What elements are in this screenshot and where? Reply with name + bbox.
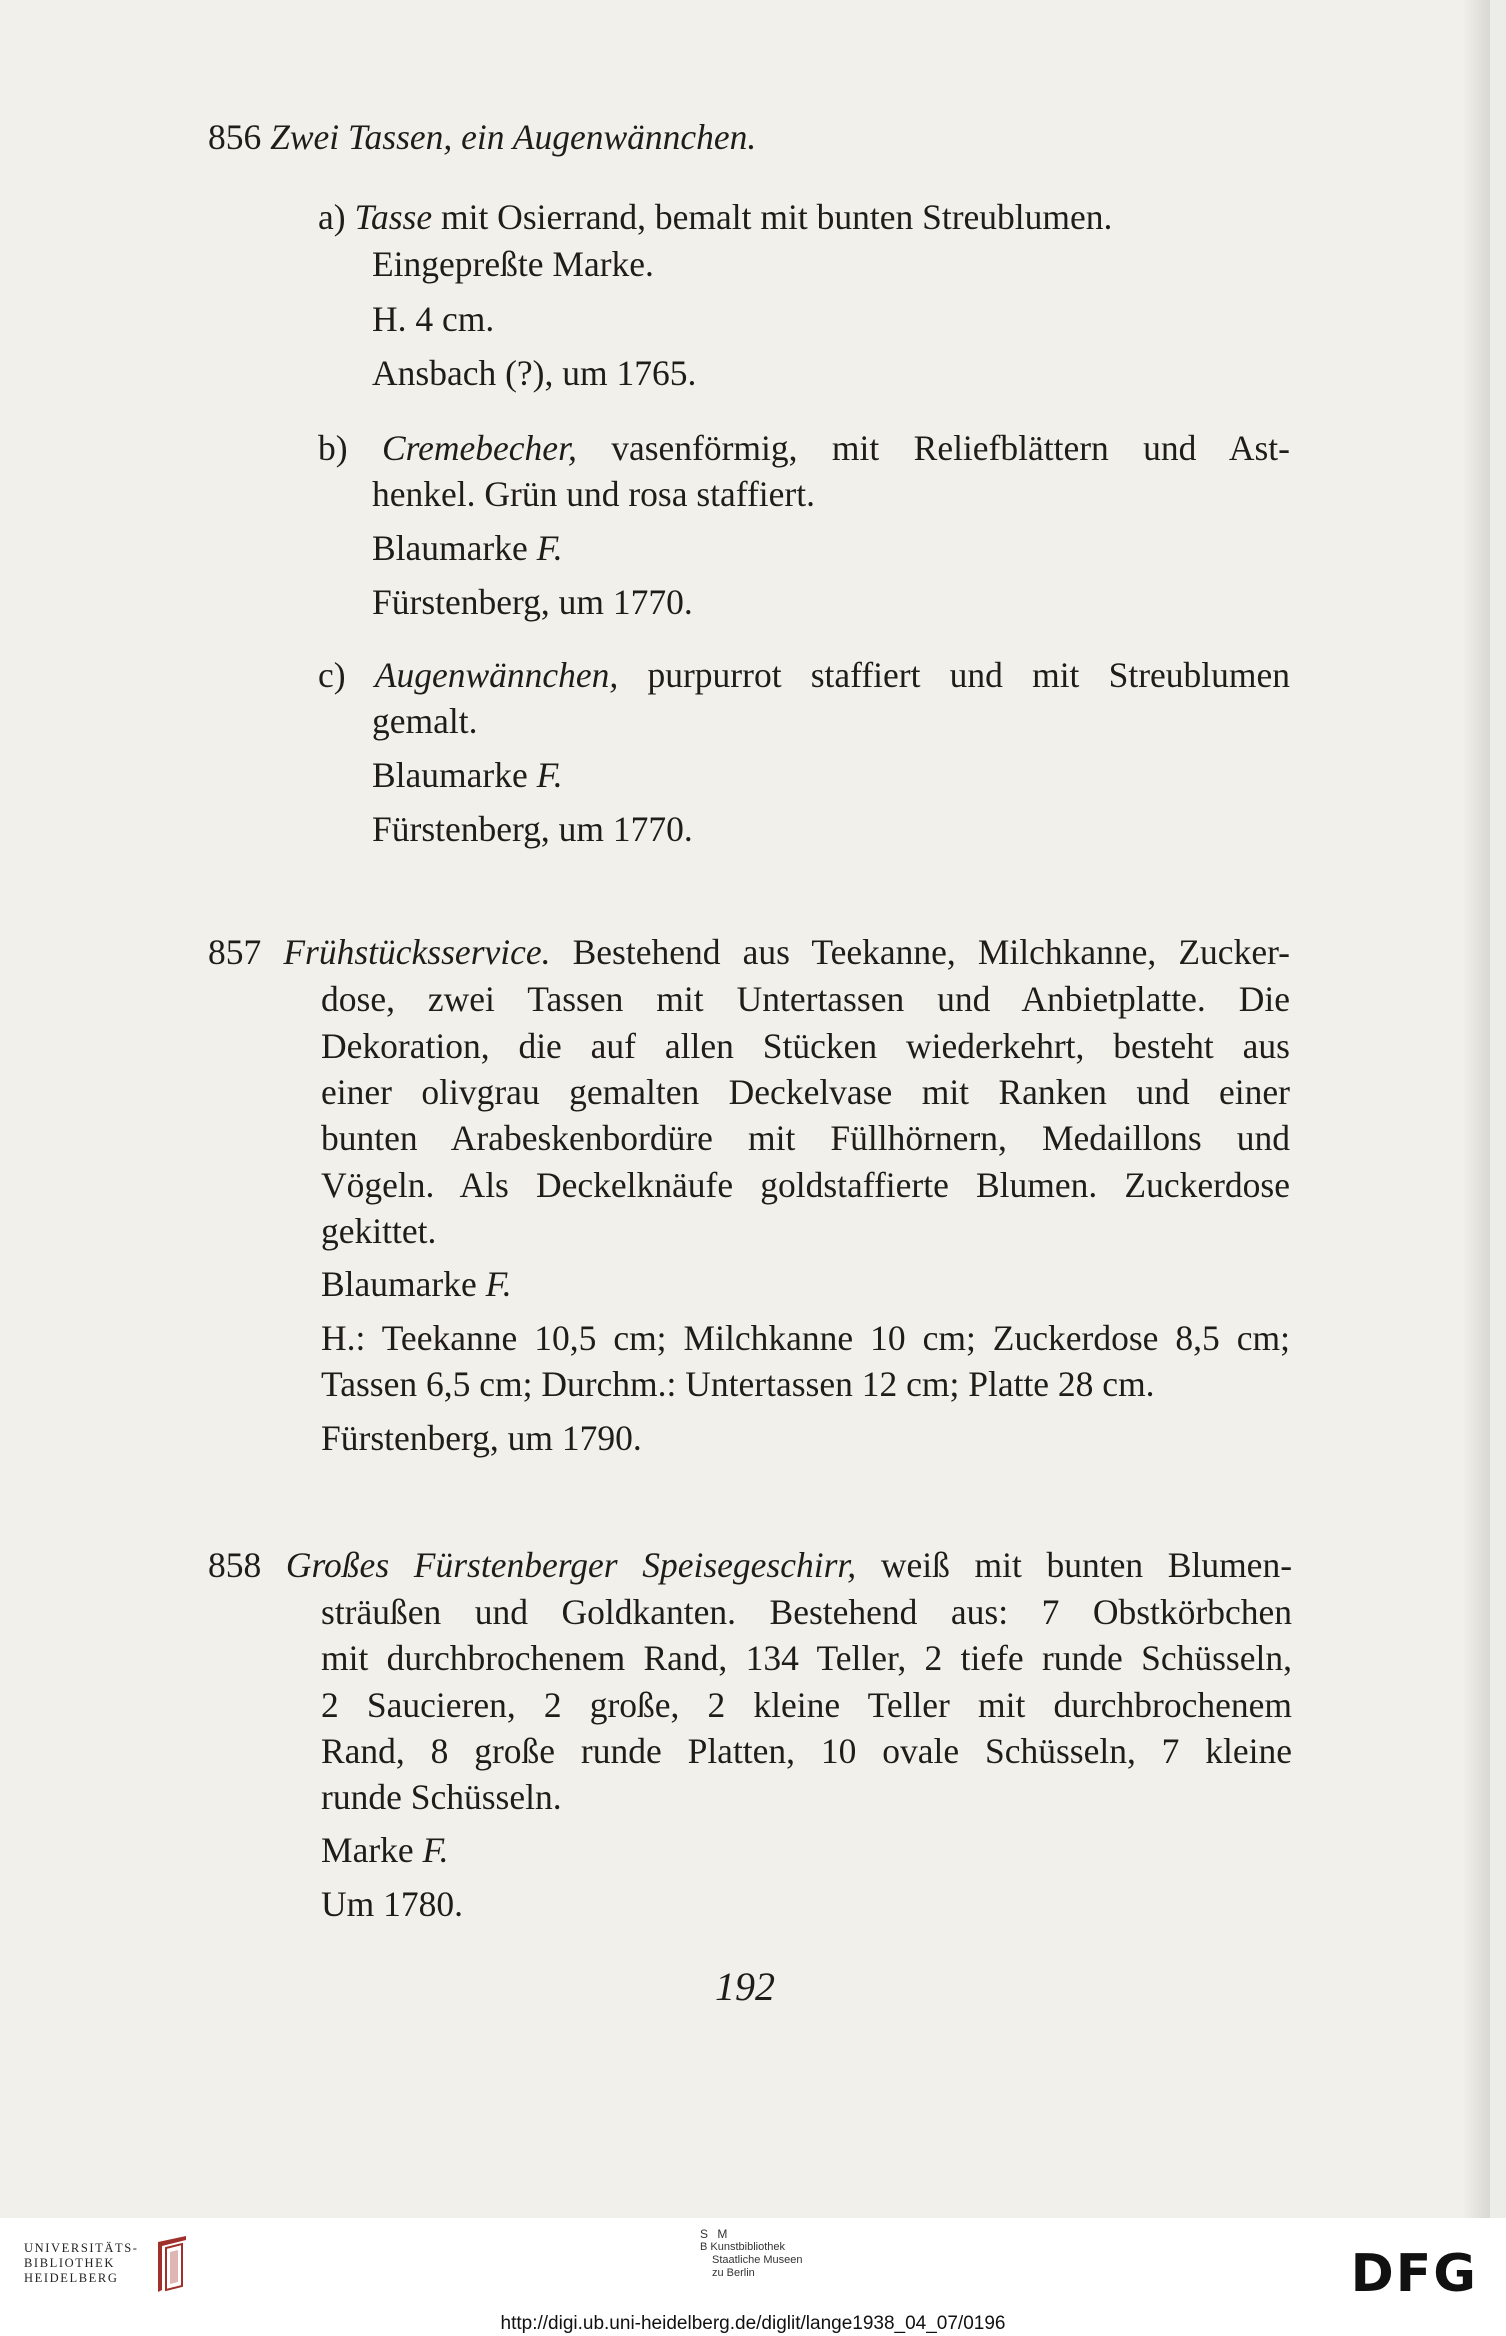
item-c-mark	[372, 755, 563, 795]
footer-bar	[0, 2218, 1506, 2336]
item-letter: a)	[318, 197, 346, 237]
entry-858-line: Rand, 8 große runde Platten, 10 ovale Schüsseln, 7 kleine	[321, 1731, 1292, 1771]
entry-857-line: bunten Arabeskenbordüre mit Füllhörnern, Medaillons und	[321, 1118, 1290, 1158]
entry-858-line: mit durchbrochenem Rand, 134 Teller, 2 tiefe runde Schüsseln,	[321, 1638, 1292, 1678]
museum-text: B Kunstbibliothek	[700, 2241, 785, 2253]
museum-logo[interactable]	[700, 2228, 860, 2324]
item-c-first-line	[318, 655, 1290, 695]
entry-857-measure: Tassen 6,5 cm; Durchm.: Untertassen 12 cm; Platte 28 cm.	[321, 1364, 1155, 1404]
mark-text: Blaumarke	[372, 755, 537, 795]
entry-858-mark	[321, 1830, 449, 1870]
entry-858-line: sträußen und Goldkanten. Bestehend aus: 7 Obstkörbchen	[321, 1592, 1292, 1632]
mark-text: Marke	[321, 1830, 423, 1870]
item-letter: c)	[318, 655, 346, 695]
entry-number: 856	[208, 117, 262, 157]
dfg-logo-text: DFG	[1350, 2244, 1478, 2304]
entry-857-mark	[321, 1264, 512, 1304]
source-url-link[interactable]: http://digi.ub.uni-heidelberg.de/diglit/lange1938_04_07/0196	[500, 2313, 1006, 2334]
entry-858-first-line	[208, 1545, 1292, 1585]
item-title: Augenwännchen,	[374, 655, 619, 695]
logo-text: HEIDELBERG	[24, 2271, 119, 2285]
entry-number: 857	[208, 932, 262, 972]
item-description: vasenförmig, mit Reliefblättern und Ast-	[576, 428, 1290, 468]
mark-letter: F.	[422, 1830, 449, 1870]
item-c-origin: Fürstenberg, um 1770.	[372, 809, 693, 849]
item-b-line: henkel. Grün und rosa staffiert.	[372, 474, 815, 514]
museum-monogram: S M	[700, 2227, 731, 2241]
logo-text: UNIVERSITÄTS-	[24, 2241, 139, 2255]
entry-description: weiß mit bunten Blumen-	[856, 1545, 1293, 1585]
entry-858-origin: Um 1780.	[321, 1884, 463, 1924]
entry-857-first-line	[208, 932, 1290, 972]
university-library-logo[interactable]	[24, 2232, 194, 2304]
item-description: mit Osierrand, bemalt mit bunten Streublumen.	[432, 197, 1113, 237]
entry-description: Bestehend aus Teekanne, Milchkanne, Zucker-	[550, 932, 1291, 972]
item-title: Tasse	[354, 197, 433, 237]
item-a-line: Eingepreßte Marke.	[372, 244, 654, 284]
mark-text: Blaumarke	[372, 528, 537, 568]
entry-title: Zwei Tassen, ein Augenwännchen.	[270, 117, 757, 157]
museum-text: Staatliche Museen	[712, 2254, 803, 2266]
entry-857-line: dose, zwei Tassen mit Untertassen und Anbietplatte. Die	[321, 979, 1290, 1019]
heidelberg-emblem-icon	[152, 2234, 192, 2296]
entry-number: 858	[208, 1545, 262, 1585]
entry-857-line: Vögeln. Als Deckelknäufe goldstaffierte Blumen. Zuckerdose	[321, 1165, 1290, 1205]
mark-text: Blaumarke	[321, 1264, 486, 1304]
mark-letter: F.	[536, 755, 563, 795]
item-title: Cremebecher,	[381, 428, 577, 468]
item-b-first-line	[318, 428, 1290, 468]
entry-858-line: runde Schüsseln.	[321, 1777, 562, 1817]
item-b-mark	[372, 528, 563, 568]
dfg-logo[interactable]	[1351, 2244, 1478, 2304]
entry-857-line: einer olivgrau gemalten Deckelvase mit Ranken und einer	[321, 1072, 1290, 1112]
item-a-first-line	[318, 197, 1112, 237]
entry-title: Frühstücksservice.	[283, 932, 551, 972]
entry-title: Großes Fürstenberger Speisegeschirr,	[285, 1545, 857, 1585]
mark-letter: F.	[485, 1264, 512, 1304]
entry-857-line: gekittet.	[321, 1211, 437, 1251]
logo-text: BIBLIOTHEK	[24, 2256, 115, 2270]
entry-857-origin: Fürstenberg, um 1790.	[321, 1418, 642, 1458]
mark-letter: F.	[536, 528, 563, 568]
museum-text: zu Berlin	[712, 2267, 755, 2279]
item-letter: b)	[318, 428, 348, 468]
page-number: 192	[715, 1964, 775, 2009]
entry-857-line: Dekoration, die auf allen Stücken wiederkehrt, besteht aus	[321, 1026, 1290, 1066]
entry-858-line: 2 Saucieren, 2 große, 2 kleine Teller mit durchbrochenem	[321, 1685, 1292, 1725]
item-a-line: H. 4 cm.	[372, 299, 495, 339]
item-description: purpurrot staffiert und mit Streublumen	[618, 655, 1291, 695]
entry-857-measure: H.: Teekanne 10,5 cm; Milchkanne 10 cm; Zuckerdose 8,5 cm;	[321, 1318, 1290, 1358]
entry-856-heading	[208, 117, 756, 157]
item-b-origin: Fürstenberg, um 1770.	[372, 582, 693, 622]
item-c-line: gemalt.	[372, 701, 478, 741]
item-a-line: Ansbach (?), um 1765.	[372, 353, 697, 393]
